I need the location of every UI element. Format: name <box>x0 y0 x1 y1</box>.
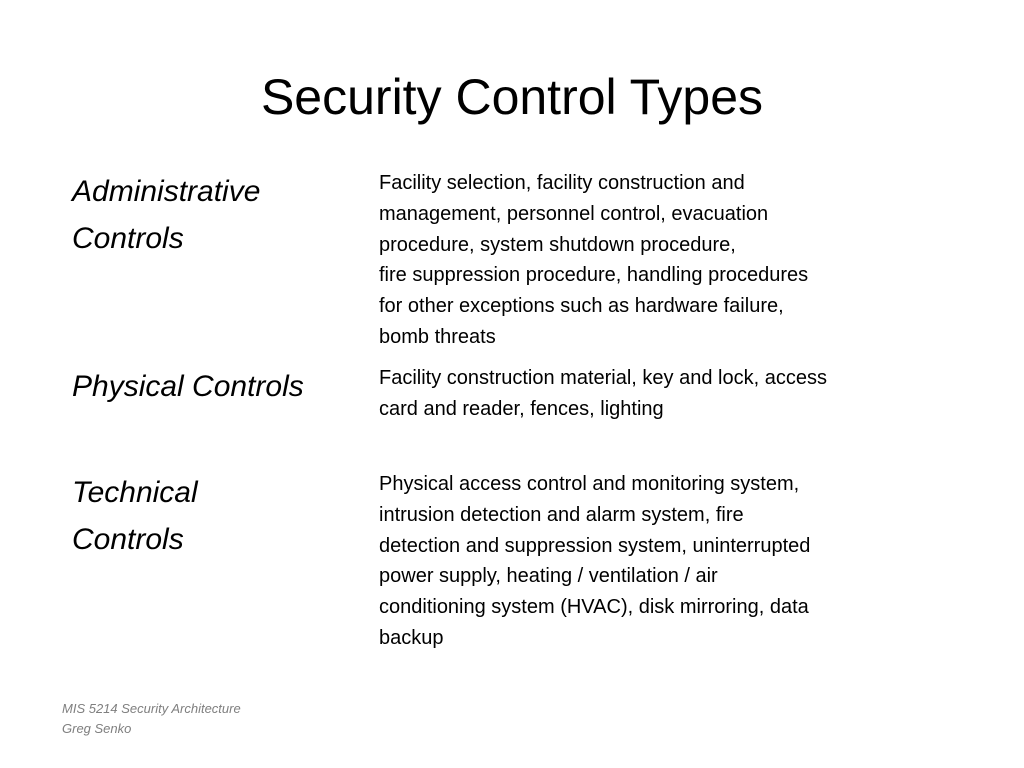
description-line: for other exceptions such as hardware failure, <box>379 295 784 318</box>
control-type-description <box>379 363 919 425</box>
term-line: Controls <box>72 523 184 556</box>
footer-author: Greg Senko <box>62 721 132 736</box>
control-type-term <box>72 469 362 563</box>
description-line: management, personnel control, evacuation <box>379 202 769 225</box>
description-line: card and reader, fences, lighting <box>379 397 664 420</box>
slide-title: Security Control Types <box>260 69 764 125</box>
description-line: intrusion detection and alarm system, fire <box>379 503 744 526</box>
control-type-description <box>379 469 919 654</box>
control-type-description <box>379 168 919 353</box>
description-line: detection and suppression system, uninterrupted <box>379 534 811 557</box>
description-line: Facility construction material, key and lock, access <box>379 367 827 389</box>
term-line: Administrative <box>72 175 261 208</box>
control-type-term <box>72 168 362 262</box>
term-line: Controls <box>72 222 184 255</box>
slide-footer <box>62 699 241 739</box>
description-line: bomb threats <box>379 325 496 348</box>
description-line: backup <box>379 626 444 649</box>
description-line: procedure, system shutdown procedure, <box>379 233 736 256</box>
footer-course: MIS 5214 Security Architecture <box>62 701 241 716</box>
description-line: conditioning system (HVAC), disk mirroring, data <box>379 596 809 619</box>
description-line: Facility selection, facility construction and <box>379 172 745 194</box>
term-line: Technical <box>72 476 198 509</box>
description-line: power supply, heating / ventilation / air <box>379 565 718 588</box>
description-line: fire suppression procedure, handling procedures <box>379 264 809 287</box>
description-line: Physical access control and monitoring system, <box>379 473 800 495</box>
control-type-term <box>72 363 362 410</box>
term-line: Physical Controls <box>72 370 304 403</box>
